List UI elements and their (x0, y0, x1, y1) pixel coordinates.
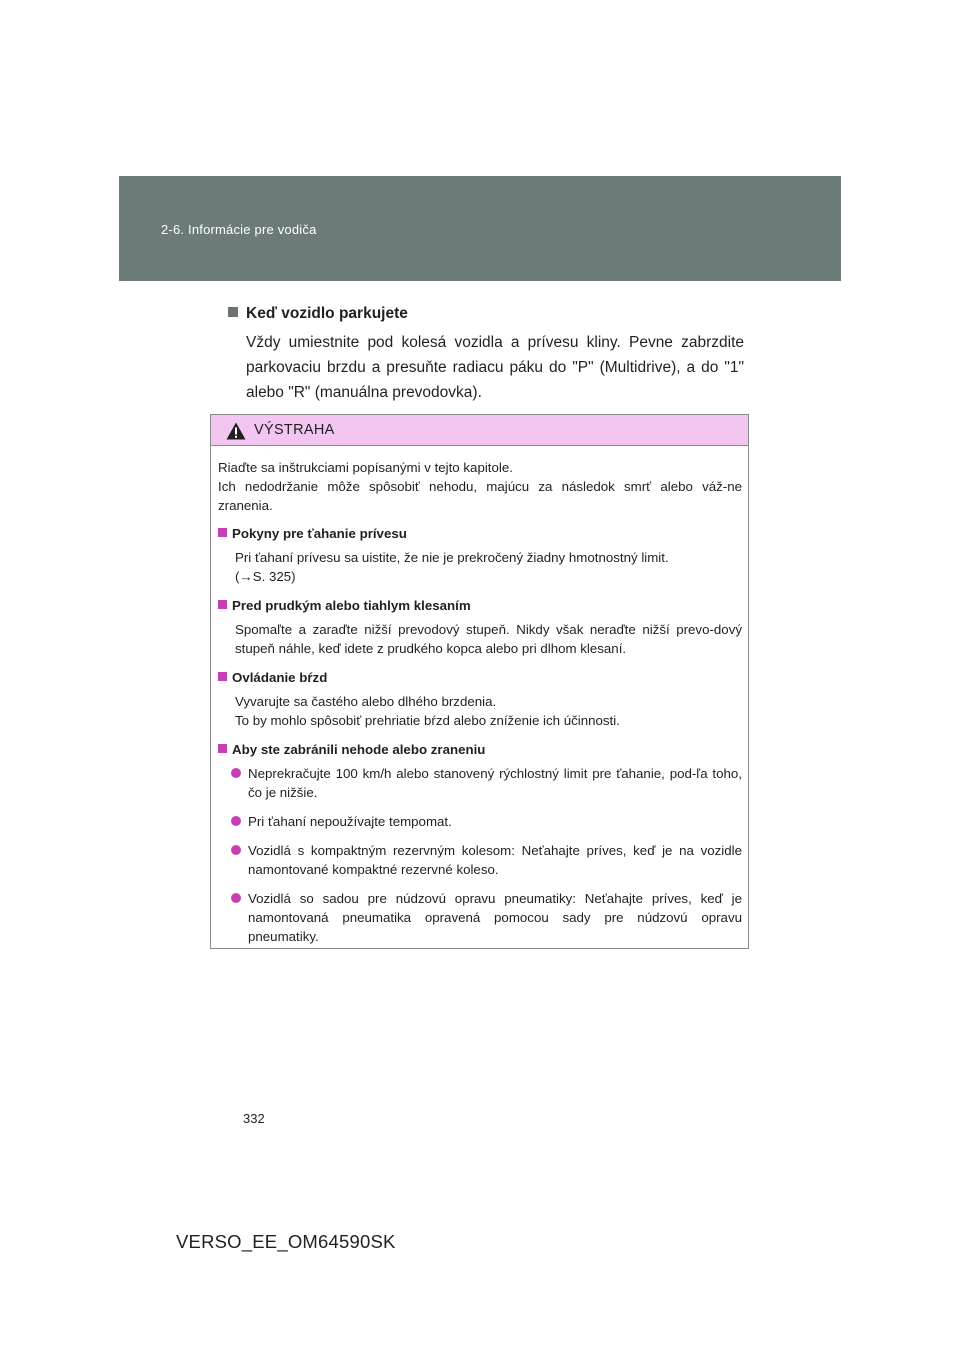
section-body-towing-guidelines: Pri ťahaní prívesu sa uistite, že nie je prekročený žiadny hmotnostný limit. (→S. 325) (235, 550, 669, 584)
section-heading-downhill: Pred prudkým alebo tiahlym klesaním (218, 596, 742, 615)
document-code: VERSO_EE_OM64590SK (176, 1231, 396, 1252)
round-bullet-icon (231, 893, 241, 903)
warning-intro (218, 458, 742, 515)
square-bullet-icon (228, 307, 238, 317)
list-item: Vozidlá so sadou pre núdzovú opravu pneumatiky: Neťahajte príves, keď je namontovaná pneumatika opravená pomocou sady pre núdzovú opravu pneumatiky. (231, 889, 742, 946)
warning-title: VÝSTRAHA (254, 422, 335, 438)
intro-body: Vždy umiestnite pod kolesá vozidla a prívesu kliny. Pevne zabrzdite parkovaciu brzdu a presuňte radiacu páku do "P" (Multidrive), a do "1" alebo "R" (manuálna prevodovka). (246, 334, 744, 401)
page-number: 332 (243, 1111, 265, 1126)
section-body-brakes: Vyvarujte sa častého alebo dlhého brzdenia. To by mohlo spôsobiť prehriatie bŕzd alebo zníženie ich účinnosti. (235, 694, 620, 728)
list-item: Neprekračujte 100 km/h alebo stanovený rýchlostný limit pre ťahanie, pod-ľa toho, čo je nižšie. (231, 764, 742, 802)
section-body-downhill: Spomaľte a zaraďte nižší prevodový stupeň. Nikdy však neraďte nižší prevo-dový stupeň náhle, keď idete z prudkého kopca alebo pri dlhom klesaní. (235, 622, 742, 656)
square-bullet-icon (218, 528, 227, 537)
warning-intro-line-1: Riaďte sa inštrukciami popísanými v tejto kapitole. (218, 460, 513, 475)
square-bullet-icon (218, 744, 227, 753)
warning-triangle-icon (226, 422, 246, 440)
round-bullet-icon (231, 816, 241, 826)
header-band (119, 176, 841, 281)
warning-intro-line-2: Ich nedodržanie môže spôsobiť nehodu, majúcu za následok smrť alebo váž-ne zranenia. (218, 479, 742, 513)
square-bullet-icon (218, 600, 227, 609)
warning-header (211, 415, 748, 446)
intro-heading (228, 303, 744, 325)
warning-box (210, 414, 749, 949)
round-bullet-icon (231, 768, 241, 778)
section-heading-brakes: Ovládanie bŕzd (218, 668, 742, 687)
intro-heading-text: Keď vozidlo parkujete (246, 305, 408, 322)
warning-content (211, 446, 748, 946)
intro-block (228, 303, 744, 405)
section-heading-towing-guidelines: Pokyny pre ťahanie prívesu (218, 524, 742, 543)
section-title: 2-6. Informácie pre vodiča (161, 222, 317, 237)
square-bullet-icon (218, 672, 227, 681)
round-bullet-icon (231, 845, 241, 855)
section-heading-accident-prevention: Aby ste zabránili nehode alebo zraneniu (218, 740, 742, 759)
list-item: Vozidlá s kompaktným rezervným kolesom: Neťahajte príves, keď je na vozidle namontované kompaktné rezervné koleso. (231, 841, 742, 879)
list-item: Pri ťahaní nepoužívajte tempomat. (231, 812, 742, 831)
